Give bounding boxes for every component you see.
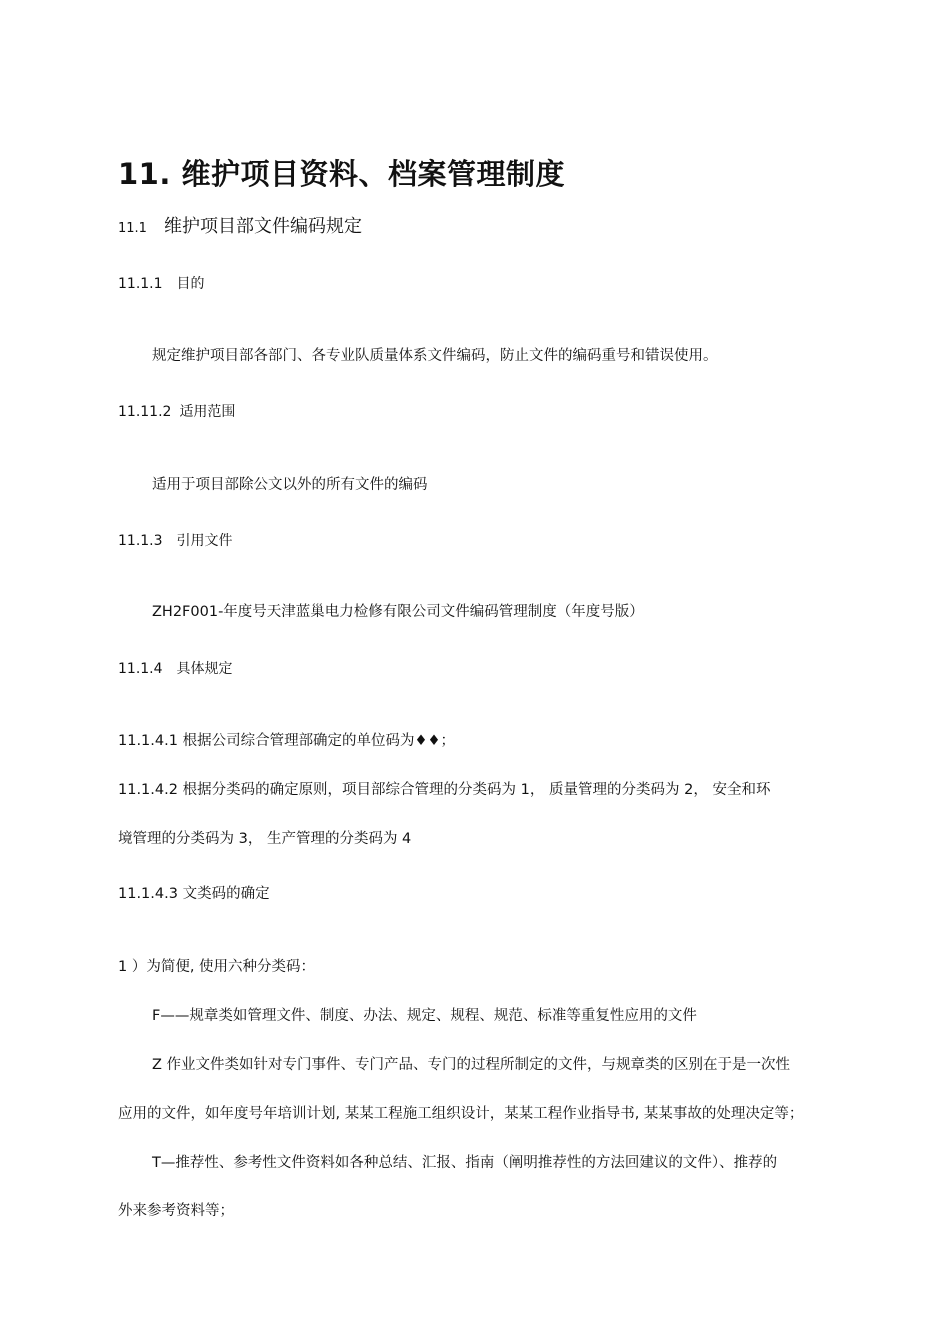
rule-11-1-4-3: 11.1.4.3 文类码的确定 <box>118 886 270 902</box>
rule-11-1-4-1: 11.1.4.1 根据公司综合管理部确定的单位码为♦♦； <box>118 733 456 749</box>
section-title: 维护项目部文件编码规定 <box>164 216 362 237</box>
subsection-heading-rules <box>118 661 233 678</box>
section-number: 11.1 <box>118 221 147 236</box>
subsection-title: 目的 <box>176 276 205 292</box>
subsection-title: 具体规定 <box>176 661 233 677</box>
subsection-number: 11.11.2 <box>118 404 172 420</box>
subsection-number: 11.1.1 <box>118 276 163 292</box>
document-title: 11. 维护项目资料、档案管理制度 <box>118 157 565 191</box>
subsection-title: 引用文件 <box>176 533 233 549</box>
subsection-heading-scope <box>118 404 235 421</box>
subsection-number: 11.1.3 <box>118 533 163 549</box>
rule-11-1-4-2-line2: 境管理的分类码为 3， 生产管理的分类码为 4 <box>118 831 412 847</box>
subsection-heading-purpose <box>118 276 205 293</box>
list-item-T-line1: T—推荐性、参考性文件资料如各种总结、汇报、指南（阐明推荐性的方法回建议的文件）、推荐的 <box>152 1155 778 1171</box>
section-heading <box>118 216 362 238</box>
references-paragraph: ZH2F001-年度号天津蓝巢电力检修有限公司文件编码管理制度（年度号版） <box>152 604 644 620</box>
subsection-title: 适用范围 <box>179 404 236 420</box>
rule-11-1-4-2-line1: 11.1.4.2 根据分类码的确定原则，项目部综合管理的分类码为 1， 质量管理的分类码为 2， 安全和环 <box>118 782 771 798</box>
list-intro: 1 ）为简便, 使用六种分类码： <box>118 959 316 975</box>
list-item-Z-line1: Z 作业文件类如针对专门事件、专门产品、专门的过程所制定的文件，与规章类的区别在于是一次性 <box>152 1057 791 1073</box>
subsection-number: 11.1.4 <box>118 661 163 677</box>
scope-paragraph: 适用于项目部除公文以外的所有文件的编码 <box>152 477 428 493</box>
purpose-paragraph: 规定维护项目部各部门、各专业队质量体系文件编码，防止文件的编码重号和错误使用。 <box>152 348 718 364</box>
subsection-heading-references <box>118 533 233 550</box>
list-item-Z-line2: 应用的文件，如年度号年培训计划, 某某工程施工组织设计，某某工程作业指导书, 某某事故的处理决定等； <box>118 1106 804 1122</box>
list-item-F: F——规章类如管理文件、制度、办法、规定、规程、规范、标准等重复性应用的文件 <box>152 1008 697 1024</box>
list-item-T-line2: 外来参考资料等； <box>118 1203 234 1219</box>
